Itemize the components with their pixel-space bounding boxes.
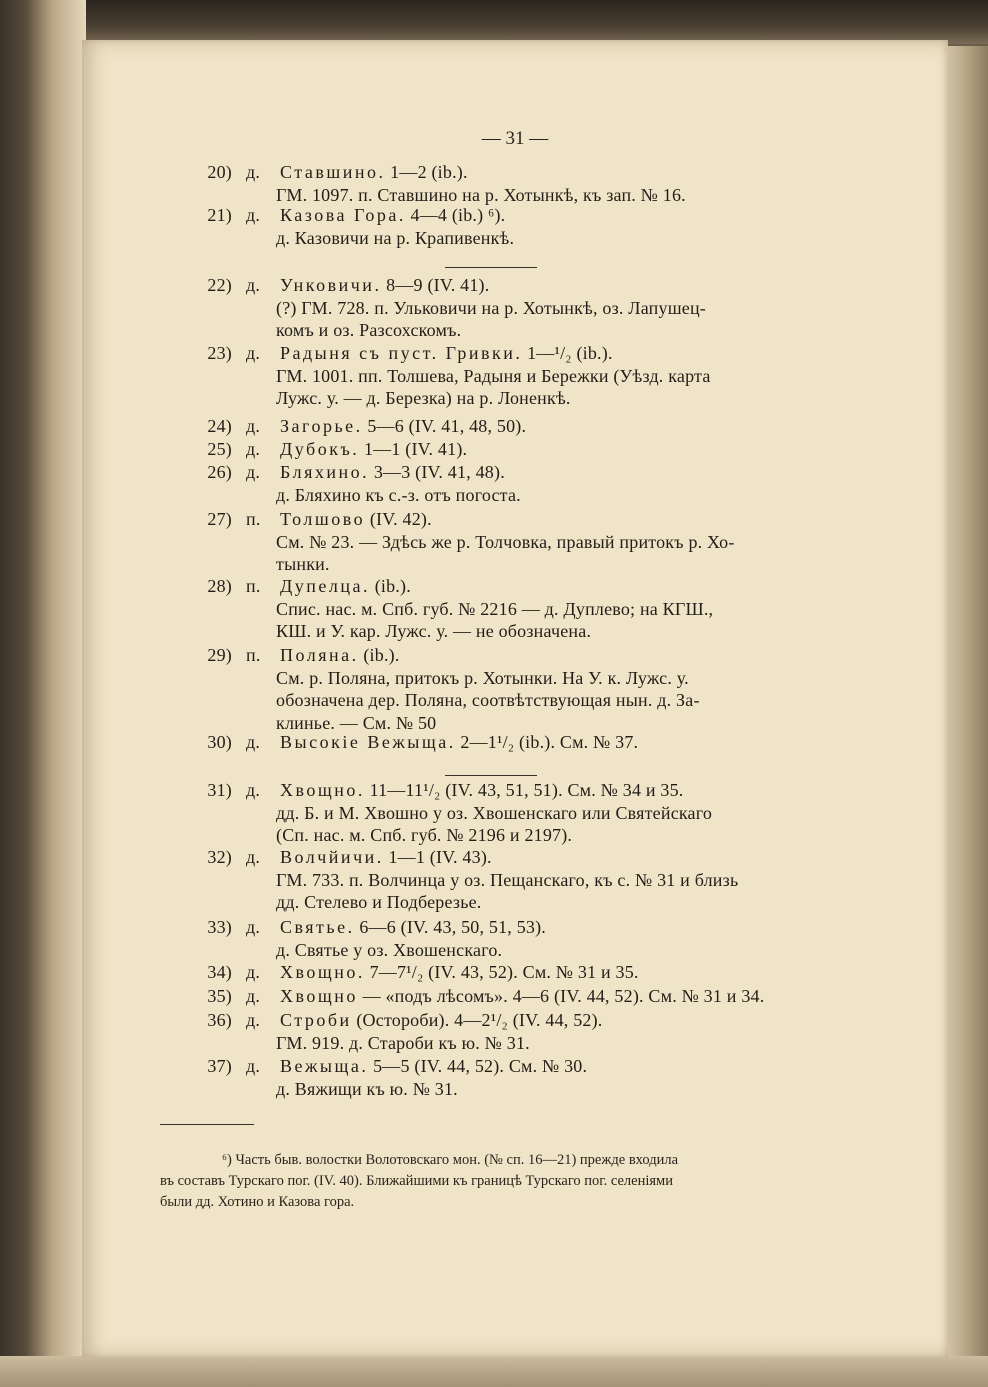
entry-details: 5—5 (IV. 44, 52). См. № 30. [368, 1056, 588, 1076]
settlement-name: Унковичи. [280, 275, 382, 295]
entry-details: 1—1 (IV. 41). [359, 439, 468, 459]
settlement-name: Дубокъ. [280, 439, 360, 459]
settlement-type: д. [246, 162, 261, 182]
settlement-type: д. [246, 343, 261, 363]
settlement-type: д. [246, 462, 261, 482]
entry-details: (Остороби). 4—2¹/₂ (IV. 44, 52). [351, 1010, 603, 1030]
settlement-type: п. [246, 576, 261, 596]
entry-note-line: ГМ. 919. д. Староби къ ю. № 31. [276, 1032, 530, 1053]
entry-31 [82, 779, 948, 801]
settlement-type: д. [246, 986, 261, 1006]
entry-note-line: ГМ. 1001. пп. Толшева, Радыня и Бережки (Уѣзд. карта [276, 365, 711, 386]
settlement-type: д. [246, 1010, 261, 1030]
settlement-name: Бляхино. [280, 462, 370, 482]
entry-29 [82, 644, 948, 666]
entry-21 [82, 204, 948, 226]
entry-details: 1—¹/₂ (ib.). [522, 343, 613, 363]
entry-26 [82, 461, 948, 483]
settlement-type: д. [246, 205, 261, 225]
entry-33 [82, 916, 948, 938]
book-top-edge [0, 0, 988, 44]
entry-35 [82, 985, 948, 1007]
entry-details: 3—3 (IV. 41, 48). [369, 462, 505, 482]
entry-32 [82, 846, 948, 868]
entry-number: 34) [207, 962, 232, 982]
settlement-type: п. [246, 645, 261, 665]
settlement-type: д. [246, 847, 261, 867]
entry-number: 25) [207, 439, 232, 459]
entry-27 [82, 508, 948, 530]
settlement-name: Высокіе Вежыща. [280, 732, 456, 752]
section-divider [445, 267, 537, 268]
entry-details: 7—7¹/₂ (IV. 43, 52). См. № 31 и 35. [364, 962, 639, 982]
entry-details: — «подъ лѣсомъ». 4—6 (IV. 44, 52). См. № 31 и 34. [357, 986, 765, 1006]
entry-36 [82, 1009, 948, 1031]
entry-note-line: ГМ. 1097. п. Ставшино на р. Хотынкѣ, къ зап. № 16. [276, 184, 686, 205]
entry-note-line: (Сп. нас. м. Спб. губ. № 2196 и 2197). [276, 825, 573, 846]
footnote-rule [160, 1124, 254, 1125]
entry-20 [82, 161, 948, 183]
entry-25 [82, 438, 948, 460]
entry-number: 37) [207, 1056, 232, 1076]
entry-note-line: д. Вяжищи къ ю. № 31. [276, 1078, 458, 1099]
entry-details: 8—9 (IV. 41). [381, 275, 490, 295]
entry-details: (ib.). [358, 645, 400, 665]
entry-note-line: д. Святье у оз. Хвошенскаго. [276, 939, 503, 960]
settlement-type: д. [246, 439, 261, 459]
settlement-type: д. [246, 275, 261, 295]
settlement-name: Дупелца. [280, 576, 371, 596]
settlement-name: Ставшино. [280, 162, 386, 182]
settlement-name: Хвощно. [280, 780, 365, 800]
settlement-type: д. [246, 917, 261, 937]
footnote-line: ⁶) Часть быв. волостки Волотовскаго мон. (№ сп. 16—21) прежде входила [222, 1152, 678, 1168]
settlement-name: Хвощно. [280, 962, 365, 982]
entry-note-line: ГМ. 733. п. Волчинца у оз. Пещанскаго, къ с. № 31 и близь [276, 869, 739, 890]
entry-number: 36) [207, 1010, 232, 1030]
entry-37 [82, 1055, 948, 1077]
entry-details: 1—2 (ib.). [385, 162, 468, 182]
section-divider [445, 775, 537, 776]
entry-number: 27) [207, 509, 232, 529]
entry-22 [82, 274, 948, 296]
entry-details: 4—4 (ib.) ⁶). [405, 205, 506, 225]
entry-details: 11—11¹/₂ (IV. 43, 51, 51). См. № 34 и 35. [364, 780, 684, 800]
settlement-name: Святье. [280, 917, 355, 937]
entry-note-line: дд. Стелево и Подберезье. [276, 892, 482, 913]
entry-note-line: дд. Б. и М. Хвошно у оз. Хвошенскаго или Святейскаго [276, 802, 713, 823]
entry-note-line: Лужс. у. — д. Березка) на р. Лоненкѣ. [276, 388, 571, 409]
settlement-type: д. [246, 416, 261, 436]
entry-30 [82, 731, 948, 753]
book-binding-edge [0, 0, 86, 1387]
entry-number: 33) [207, 917, 232, 937]
entry-number: 35) [207, 986, 232, 1006]
entry-number: 30) [207, 732, 232, 752]
entry-details: 6—6 (IV. 43, 50, 51, 53). [354, 917, 546, 937]
book-page [82, 40, 948, 1357]
entry-note-line: д. Бляхино къ с.-з. отъ погоста. [276, 484, 521, 505]
settlement-name: Вежыща. [280, 1056, 369, 1076]
entry-details: 1—1 (IV. 43). [383, 847, 492, 867]
page-number: — 31 — [481, 128, 549, 149]
entry-note-line: См. № 23. — Здѣсь же р. Толчовка, правый притокъ р. Хо- [276, 531, 735, 552]
entry-note-line: обозначена дер. Поляна, соотвѣтствующая нын. д. За- [276, 690, 700, 711]
entry-number: 32) [207, 847, 232, 867]
entry-34 [82, 961, 948, 983]
entry-note-line: тынки. [276, 554, 330, 575]
footnote-line: были дд. Хотино и Казова гора. [160, 1194, 355, 1210]
entry-details: 2—1¹/₂ (ib.). См. № 37. [455, 732, 639, 752]
entry-number: 28) [207, 576, 232, 596]
settlement-name: Хвощно [280, 986, 358, 1006]
entry-note-line: д. Казовичи на р. Крапивенкѣ. [276, 227, 515, 248]
settlement-name: Толшово [280, 509, 366, 529]
entry-number: 20) [207, 162, 232, 182]
entry-note-line: См. р. Поляна, притокъ р. Хотынки. На У. к. Лужс. у. [276, 667, 689, 688]
entry-details: (ib.). [370, 576, 411, 596]
entry-28 [82, 575, 948, 597]
entry-number: 23) [207, 343, 232, 363]
settlement-type: д. [246, 962, 261, 982]
settlement-name: Поляна. [280, 645, 359, 665]
entry-number: 26) [207, 462, 232, 482]
entry-details: (IV. 42). [365, 509, 432, 529]
entry-number: 21) [207, 205, 232, 225]
settlement-type: п. [246, 509, 261, 529]
entry-note-line: КШ. и У. кар. Лужс. у. — не обозначена. [276, 621, 592, 642]
settlement-name: Строби [280, 1010, 352, 1030]
footnote-line: въ составъ Турскаго пог. (IV. 40). Ближайшими къ границѣ Турскаго пог. селеніями [160, 1173, 673, 1189]
settlement-name: Казова Гора. [280, 205, 406, 225]
entry-note-line: комъ и оз. Разсохскомъ. [276, 320, 462, 341]
entry-number: 22) [207, 275, 232, 295]
settlement-type: д. [246, 1056, 261, 1076]
entry-23 [82, 342, 948, 364]
book-page-stack-edge [948, 46, 988, 1387]
book-bottom-edge [0, 1356, 988, 1387]
entry-note-line: клинье. — См. № 50 [276, 712, 437, 733]
entry-number: 31) [207, 780, 232, 800]
entry-number: 29) [207, 645, 232, 665]
entry-details: 5—6 (IV. 41, 48, 50). [362, 416, 527, 436]
entry-number: 24) [207, 416, 232, 436]
settlement-name: Волчйичи. [280, 847, 384, 867]
settlement-name: Радыня съ пуст. Гривки. [280, 343, 523, 363]
entry-note-line: Спис. нас. м. Спб. губ. № 2216 — д. Дуплево; на КГШ., [276, 598, 714, 619]
settlement-name: Загорье. [280, 416, 363, 436]
entry-note-line: (?) ГМ. 728. п. Ульковичи на р. Хотынкѣ, оз. Лапушец- [276, 297, 706, 318]
entry-24 [82, 415, 948, 437]
settlement-type: д. [246, 780, 261, 800]
settlement-type: д. [246, 732, 261, 752]
